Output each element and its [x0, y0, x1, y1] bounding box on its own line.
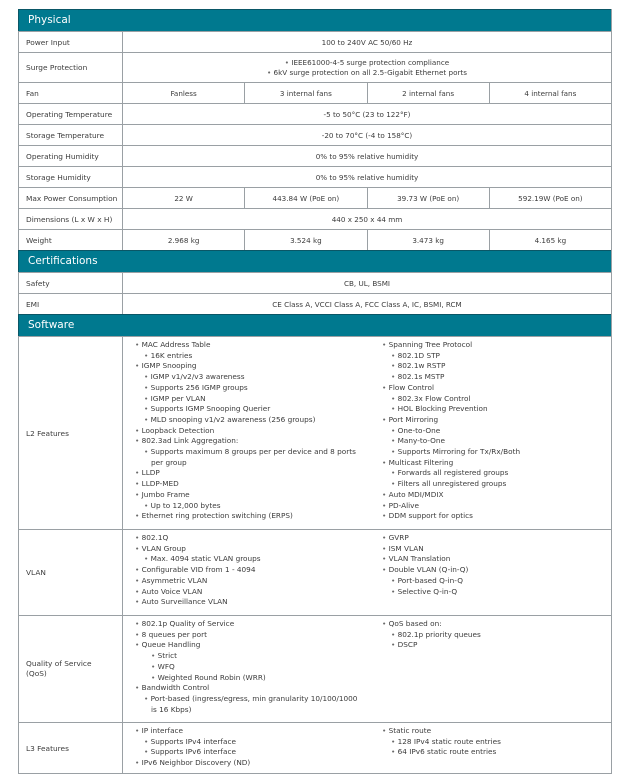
feature-item: • Loopback Detection: [135, 426, 382, 437]
cell: 3.473 kg: [367, 230, 489, 250]
row-max-power: [18, 187, 611, 208]
row-label: Surge Protection: [18, 53, 123, 82]
feature-item: • Jumbo Frame: [135, 490, 382, 501]
row-label: Max Power Consumption: [18, 188, 123, 208]
row-operating-humidity: [18, 145, 611, 166]
cell: 592.19W (PoE on): [489, 188, 611, 208]
feature-item: per group: [151, 457, 187, 467]
feature-item: • 128 IPv4 static route entries: [382, 737, 611, 748]
feature-item: • MLD snooping v1/v2 awareness (256 groups): [135, 415, 382, 426]
l3-right-list: [382, 726, 611, 773]
feature-item: • Bandwidth Control: [135, 683, 382, 694]
feature-item: • WFQ: [135, 662, 382, 673]
feature-item: • One-to-One: [382, 426, 611, 437]
row-label: Storage Humidity: [18, 167, 123, 187]
row-dimensions: [18, 208, 611, 229]
row-label: Dimensions (L x W x H): [18, 209, 123, 229]
feature-item: • 802.1w RSTP: [382, 361, 611, 372]
row-fan: [18, 82, 611, 103]
row-emi: [18, 293, 611, 314]
feature-item: • Supports IPv4 interface: [135, 737, 382, 748]
feature-item: • Port-based Q-in-Q: [382, 576, 611, 587]
feature-item: • HOL Blocking Prevention: [382, 404, 611, 415]
feature-item: • Forwards all registered groups: [382, 468, 611, 479]
feature-item: • 16K entries: [135, 351, 382, 362]
row-weight: [18, 229, 611, 250]
feature-item: • Port Mirroring: [382, 415, 611, 426]
qos-right-list: [382, 619, 611, 722]
feature-item: • VLAN Translation: [382, 554, 611, 565]
row-value: 100 to 240V AC 50/60 Hz: [321, 37, 413, 47]
row-label: L3 Features: [18, 723, 123, 773]
cell: 3.524 kg: [244, 230, 366, 250]
row-l2-features: [18, 336, 611, 529]
row-label: Storage Temperature: [18, 125, 123, 145]
feature-item: • Strict: [135, 651, 382, 662]
feature-item: • LLDP: [135, 468, 382, 479]
feature-item: • Spanning Tree Protocol: [382, 340, 611, 351]
feature-item: • 802.1s MSTP: [382, 372, 611, 383]
feature-item: • 802.1Q: [135, 533, 382, 544]
cell: 4.165 kg: [489, 230, 611, 250]
cell: 3 internal fans: [244, 83, 366, 103]
row-power-input: [18, 31, 611, 52]
feature-item: • Double VLAN (Q-in-Q): [382, 565, 611, 576]
row-value: 0% to 95% relative humidity: [315, 151, 419, 161]
vlan-right-list: [382, 533, 611, 615]
cell: 39.73 W (PoE on): [367, 188, 489, 208]
row-label: Weight: [18, 230, 123, 250]
vlan-left-list: [135, 533, 382, 615]
feature-item: • Supports Mirroring for Tx/Rx/Both: [382, 447, 611, 458]
row-value: CB, UL, BSMI: [343, 278, 391, 288]
l3-left-list: [135, 726, 382, 773]
row-safety: [18, 272, 611, 293]
feature-item: • MAC Address Table: [135, 340, 382, 351]
feature-item: • QoS based on:: [382, 619, 611, 630]
feature-item: • Many-to-One: [382, 436, 611, 447]
cell: Fanless: [170, 88, 197, 98]
feature-item: • IP interface: [135, 726, 382, 737]
feature-item: • 64 IPv6 static route entries: [382, 747, 611, 758]
feature-item: • Configurable VID from 1 - 4094: [135, 565, 382, 576]
feature-item: • Filters all unregistered groups: [382, 479, 611, 490]
feature-item: • Auto Surveillance VLAN: [135, 597, 382, 608]
row-value: -20 to 70°C (-4 to 158°C): [321, 130, 413, 140]
row-qos: [18, 615, 611, 722]
feature-item: • DDM support for optics: [382, 511, 611, 522]
feature-item: • Supports IPv6 interface: [135, 747, 382, 758]
row-label: L2 Features: [18, 337, 123, 529]
surge-line: • IEEE61000-4-5 surge protection compliance: [285, 58, 449, 68]
feature-item: • IGMP per VLAN: [135, 394, 382, 405]
feature-item: • 802.1D STP: [382, 351, 611, 362]
cell: 2 internal fans: [367, 83, 489, 103]
qos-left-list: [135, 619, 382, 722]
section-certifications-header: Certifications: [18, 250, 611, 272]
feature-item: • PD-Alive: [382, 501, 611, 512]
row-vlan: [18, 529, 611, 615]
section-physical-header: Physical: [18, 9, 611, 31]
feature-item: • Static route: [382, 726, 611, 737]
feature-item: • Auto MDI/MDIX: [382, 490, 611, 501]
l2-left-list: [135, 340, 382, 529]
feature-item: • Weighted Round Robin (WRR): [135, 673, 382, 684]
feature-item: • IPv6 Neighbor Discovery (ND): [135, 758, 382, 769]
section-software-header: Software: [18, 314, 611, 336]
feature-item: • 802.3x Flow Control: [382, 394, 611, 405]
feature-item: • IGMP Snooping: [135, 361, 382, 372]
row-label: EMI: [18, 294, 123, 314]
row-value: [123, 53, 611, 82]
feature-item: • Supports maximum 8 groups per per device and 8 ports: [135, 447, 382, 458]
feature-item: • 802.1p priority queues: [382, 630, 611, 641]
feature-item: • VLAN Group: [135, 544, 382, 555]
feature-item: • DSCP: [382, 640, 611, 651]
l2-right-list: [382, 340, 611, 529]
cell: 22 W: [174, 193, 193, 203]
feature-item: • Port-based (ingress/egress, min granularity 10/100/1000: [135, 694, 382, 705]
row-label: Operating Humidity: [18, 146, 123, 166]
qos-label-line: Quality of Service: [26, 659, 92, 668]
row-value: 440 x 250 x 44 mm: [331, 214, 403, 224]
row-label: Operating Temperature: [18, 104, 123, 124]
feature-item: • Ethernet ring protection switching (ERPS): [135, 511, 382, 522]
feature-item: • IGMP v1/v2/v3 awareness: [135, 372, 382, 383]
row-label: VLAN: [18, 530, 123, 615]
feature-item: • Selective Q-in-Q: [382, 587, 611, 598]
row-value: CE Class A, VCCI Class A, FCC Class A, IC, BSMI, RCM: [272, 299, 462, 309]
feature-item: • Supports 256 IGMP groups: [135, 383, 382, 394]
row-surge-protection: [18, 52, 611, 82]
row-storage-temperature: [18, 124, 611, 145]
feature-item: • 802.1p Quality of Service: [135, 619, 382, 630]
feature-item: • Flow Control: [382, 383, 611, 394]
cell: 4 internal fans: [489, 83, 611, 103]
row-operating-temperature: [18, 103, 611, 124]
cell: 443.84 W (PoE on): [244, 188, 366, 208]
qos-label-line: (QoS): [26, 669, 47, 678]
row-value: 0% to 95% relative humidity: [315, 172, 419, 182]
feature-item: • Up to 12,000 bytes: [135, 501, 382, 512]
feature-item: • Supports IGMP Snooping Querier: [135, 404, 382, 415]
row-label: Fan: [18, 83, 123, 103]
feature-item: • Auto Voice VLAN: [135, 587, 382, 598]
feature-item: • ISM VLAN: [382, 544, 611, 555]
cell: 2.968 kg: [167, 235, 200, 245]
surge-line: • 6kV surge protection on all 2.5-Gigabit Ethernet ports: [267, 68, 467, 78]
row-storage-humidity: [18, 166, 611, 187]
feature-item: • GVRP: [382, 533, 611, 544]
feature-item: • Asymmetric VLAN: [135, 576, 382, 587]
feature-item: • Queue Handling: [135, 640, 382, 651]
feature-item: • LLDP-MED: [135, 479, 382, 490]
row-label: Safety: [18, 273, 123, 293]
feature-item: • Max. 4094 static VLAN groups: [135, 554, 382, 565]
feature-item: is 16 Kbps): [151, 704, 192, 714]
row-l3-features: [18, 722, 611, 773]
feature-item: • 802.3ad Link Aggregation:: [135, 436, 382, 447]
spec-sheet: [18, 9, 612, 774]
feature-item: • Multicast Filtering: [382, 458, 611, 469]
row-value: -5 to 50°C (23 to 122°F): [323, 109, 411, 119]
feature-item: • 8 queues per port: [135, 630, 382, 641]
row-label: [18, 616, 123, 722]
row-label: Power Input: [18, 32, 123, 52]
